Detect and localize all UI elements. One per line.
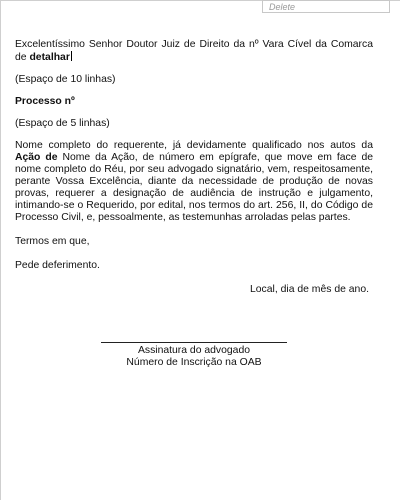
petition-text-bold: Ação de [15,152,58,163]
addressing-text: Excelentíssimo Senhor Doutor Juiz de Direito da nº Vara Cível da Comarca de [15,39,373,63]
delete-field[interactable] [262,0,390,13]
spacing-note-5: (Espaço de 5 linhas) [15,118,110,129]
document-body[interactable] [15,39,373,296]
delete-label: Delete [269,2,296,12]
addressing-paragraph [15,39,373,64]
text-cursor [71,51,72,61]
signature-line [101,342,287,343]
signature-label: Assinatura do advogado [137,345,251,356]
closing-line-2: Pede deferimento. [15,260,100,271]
process-number-label: Processo nº [15,96,75,107]
closing-line-1: Termos em que, [15,236,90,247]
petition-text-part2: Nome da Ação, de número em epígrafe, que move em face de nome completo do Réu, por seu advogado signatário, vem, respeitosamente, perante Vossa Excelência, diante da necessidade de produção de novas provas, requerer a designação de audiência de instrução e julgamento, intimando-se o Requerido, por edital, nos termos do art. 256, II, do Código de Processo Civil, e, pessoalmente, as testemunhas arroladas pelas partes. [15,152,374,223]
signature-block [101,342,287,369]
petition-text-part1: Nome completo do requerente, já devidamente qualificado nos autos da [15,140,373,151]
addressing-bold-text: detalhar [29,52,70,63]
petition-body-paragraph [15,140,373,224]
place-date-line: Local, dia de mês de ano. [250,284,369,295]
spacing-note-10: (Espaço de 10 linhas) [15,74,116,85]
oab-number-label: Número de Inscrição na OAB [126,357,262,368]
